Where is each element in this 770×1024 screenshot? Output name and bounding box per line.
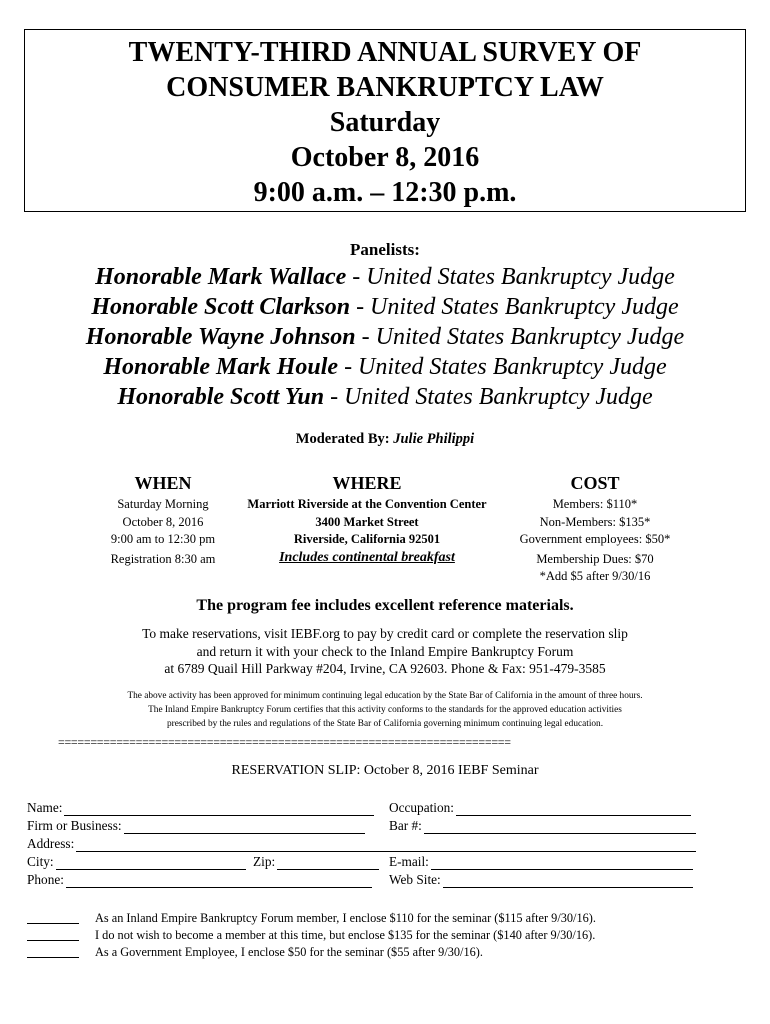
title-line-1: TWENTY-THIRD ANNUAL SURVEY OF bbox=[128, 37, 642, 68]
option-blank[interactable] bbox=[27, 945, 79, 958]
where-line: Riverside, California 92501 bbox=[293, 532, 441, 546]
panelist-title: - United States Bankruptcy Judge bbox=[350, 294, 679, 320]
city-label: City: bbox=[27, 854, 54, 869]
cle-line: The above activity has been approved for minimum continuing legal education by the State Bar of California in the amount of three hours. bbox=[127, 691, 643, 701]
zip-field[interactable] bbox=[253, 854, 379, 870]
title-line-2: CONSUMER BANKRUPTCY LAW bbox=[166, 72, 604, 103]
when-line: Registration 8:30 am bbox=[110, 551, 216, 566]
name-line[interactable] bbox=[64, 803, 374, 816]
panelist-name: Honorable Mark Wallace bbox=[95, 264, 347, 290]
panelist-title: - United States Bankruptcy Judge bbox=[346, 264, 675, 290]
panelist-title: - United States Bankruptcy Judge bbox=[338, 354, 667, 380]
city-field[interactable] bbox=[27, 854, 246, 870]
cle-approval-text bbox=[0, 689, 770, 731]
firm-label: Firm or Business: bbox=[27, 818, 122, 833]
panelist-name: Honorable Wayne Johnson bbox=[85, 324, 356, 350]
firm-field[interactable] bbox=[27, 818, 365, 834]
option-blank[interactable] bbox=[27, 911, 79, 924]
cost-line: *Add $5 after 9/30/16 bbox=[539, 569, 651, 583]
reservation-instructions bbox=[0, 625, 770, 678]
moderator-name: Julie Philippi bbox=[393, 431, 475, 447]
cost-column bbox=[502, 472, 688, 586]
reservation-slip-title: RESERVATION SLIP: October 8, 2016 IEBF Seminar bbox=[231, 763, 539, 778]
reservation-line: at 6789 Quail Hill Parkway #204, Irvine, CA 92603. Phone & Fax: 951-479-3585 bbox=[164, 661, 606, 676]
phone-field[interactable] bbox=[27, 872, 372, 888]
option-text: As an Inland Empire Bankruptcy Forum member, I enclose $110 for the seminar ($115 after 9/30/16). bbox=[95, 911, 596, 925]
panelist-row bbox=[0, 322, 770, 352]
address-line[interactable] bbox=[76, 839, 696, 852]
phone-line[interactable] bbox=[66, 875, 372, 888]
payment-option-nonmember[interactable] bbox=[27, 928, 595, 943]
payment-option-government[interactable] bbox=[27, 945, 483, 960]
moderator bbox=[0, 431, 770, 448]
title-box bbox=[24, 29, 746, 212]
email-line[interactable] bbox=[431, 857, 693, 870]
cost-line: Non-Members: $135* bbox=[539, 514, 651, 529]
occupation-label: Occupation: bbox=[389, 800, 454, 815]
occupation-line[interactable] bbox=[456, 803, 691, 816]
where-heading: WHERE bbox=[332, 473, 402, 493]
panelist-row bbox=[0, 262, 770, 292]
email-field[interactable] bbox=[389, 854, 693, 870]
cost-line: Membership Dues: $70 bbox=[536, 551, 654, 566]
name-label: Name: bbox=[27, 800, 63, 815]
where-line: 3400 Market Street bbox=[315, 514, 419, 529]
zip-label: Zip: bbox=[253, 854, 276, 869]
city-line[interactable] bbox=[56, 857, 246, 870]
option-blank[interactable] bbox=[27, 928, 79, 941]
panelist-title: - United States Bankruptcy Judge bbox=[324, 384, 653, 410]
bar-number-field[interactable] bbox=[389, 818, 696, 834]
event-date: October 8, 2016 bbox=[290, 142, 480, 173]
panelist-title: - United States Bankruptcy Judge bbox=[355, 324, 685, 350]
panelist-row bbox=[0, 292, 770, 322]
fee-note: The program fee includes excellent reference materials. bbox=[196, 597, 574, 614]
panelist-list bbox=[0, 262, 770, 412]
address-field[interactable] bbox=[27, 836, 696, 852]
cost-line: Government employees: $50* bbox=[519, 532, 671, 546]
option-text: I do not wish to become a member at this time, but enclose $135 for the seminar ($140 after 9/30/16). bbox=[95, 928, 596, 942]
breakfast-note: Includes continental breakfast bbox=[279, 549, 455, 565]
when-line: October 8, 2016 bbox=[122, 514, 204, 529]
phone-label: Phone: bbox=[27, 872, 64, 887]
bar-number-line[interactable] bbox=[424, 821, 696, 834]
panelist-name: Honorable Mark Houle bbox=[103, 354, 339, 380]
payment-option-member[interactable] bbox=[27, 911, 596, 926]
panelist-name: Honorable Scott Yun bbox=[117, 384, 325, 410]
when-line: Saturday Morning bbox=[117, 497, 209, 511]
reservation-line: To make reservations, visit IEBF.org to pay by credit card or complete the reservation slip bbox=[142, 626, 628, 641]
option-text: As a Government Employee, I enclose $50 for the seminar ($55 after 9/30/16). bbox=[95, 945, 483, 959]
panelist-row bbox=[0, 382, 770, 412]
cost-line: Members: $110* bbox=[552, 497, 638, 511]
when-line: 9:00 am to 12:30 pm bbox=[110, 532, 216, 546]
email-label: E-mail: bbox=[389, 854, 429, 869]
address-label: Address: bbox=[27, 836, 75, 851]
cle-line: prescribed by the rules and regulations of the State Bar of California governing minimum continuing legal education. bbox=[166, 719, 604, 729]
cle-line: The Inland Empire Bankruptcy Forum certifies that this activity conforms to the standards for the approved education activities bbox=[148, 705, 622, 715]
when-column bbox=[92, 472, 234, 568]
cut-line-divider: ====================================================================== bbox=[58, 737, 511, 747]
panelist-row bbox=[0, 352, 770, 382]
zip-line[interactable] bbox=[277, 857, 379, 870]
bar-number-label: Bar #: bbox=[389, 818, 422, 833]
moderator-label: Moderated By: bbox=[295, 431, 394, 447]
where-line: Marriott Riverside at the Convention Center bbox=[247, 497, 487, 511]
panelists-label: Panelists: bbox=[350, 240, 420, 259]
cost-heading: COST bbox=[570, 473, 620, 493]
panelist-name: Honorable Scott Clarkson bbox=[91, 294, 351, 320]
website-line[interactable] bbox=[443, 875, 693, 888]
event-time: 9:00 a.m. – 12:30 p.m. bbox=[253, 177, 517, 208]
firm-line[interactable] bbox=[124, 821, 365, 834]
name-field[interactable] bbox=[27, 800, 374, 816]
when-heading: WHEN bbox=[134, 473, 192, 493]
occupation-field[interactable] bbox=[389, 800, 691, 816]
event-day: Saturday bbox=[329, 107, 441, 138]
website-field[interactable] bbox=[389, 872, 693, 888]
where-column bbox=[229, 472, 505, 566]
reservation-line: and return it with your check to the Inland Empire Bankruptcy Forum bbox=[196, 643, 574, 659]
website-label: Web Site: bbox=[389, 872, 441, 887]
